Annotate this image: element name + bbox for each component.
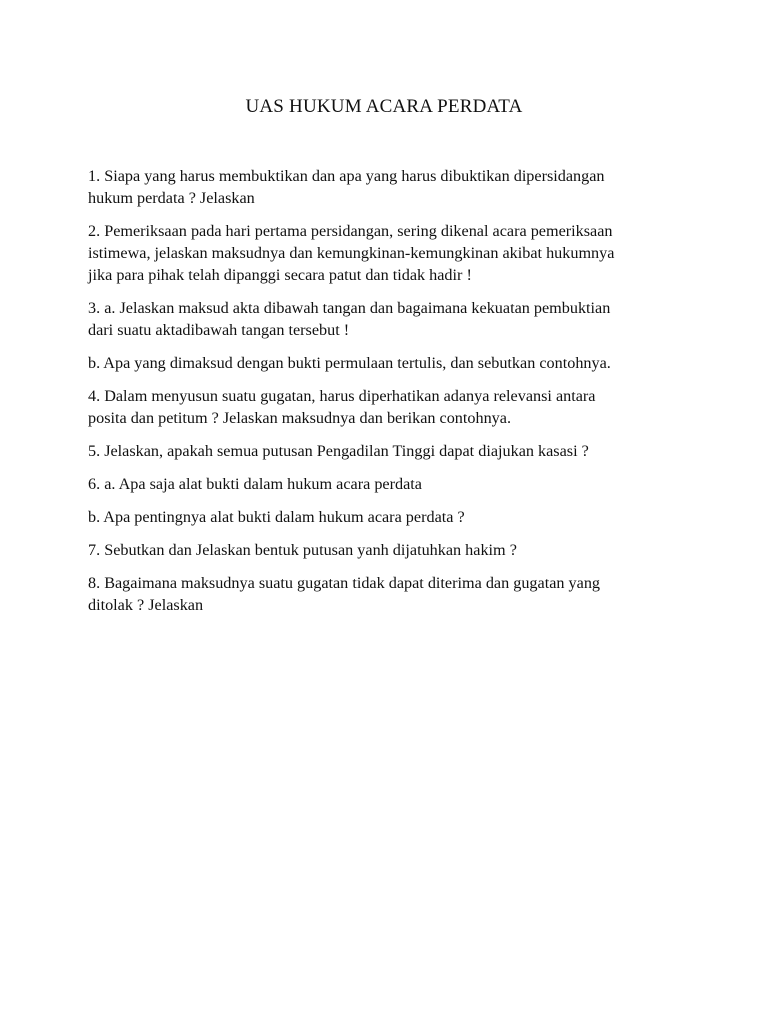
question-list bbox=[88, 165, 678, 627]
question-3b: b. Apa yang dimaksud dengan bukti permulaan tertulis, dan sebutkan contohnya. bbox=[88, 354, 611, 372]
question-2: 2. Pemeriksaan pada hari pertama persidangan, sering dikenal acara pemeriksaan istimewa, jelaskan maksudnya dan kemungkinan-kemungkinan akibat hukumnya jika para pihak telah dipanggi secara patut dan tidak hadir ! bbox=[88, 222, 615, 284]
question-5: 5. Jelaskan, apakah semua putusan Pengadilan Tinggi dapat diajukan kasasi ? bbox=[88, 442, 589, 460]
question-6b: b. Apa pentingnya alat bukti dalam hukum acara perdata ? bbox=[88, 508, 465, 526]
page-title: UAS HUKUM ACARA PERDATA bbox=[245, 96, 523, 117]
question-7: 7. Sebutkan dan Jelaskan bentuk putusan yanh dijatuhkan hakim ? bbox=[88, 541, 517, 559]
question-6a: 6. a. Apa saja alat bukti dalam hukum acara perdata bbox=[88, 475, 422, 493]
question-8: 8. Bagaimana maksudnya suatu gugatan tidak dapat diterima dan gugatan yang ditolak ? Jelaskan bbox=[88, 574, 601, 614]
question-4: 4. Dalam menyusun suatu gugatan, harus diperhatikan adanya relevansi antara posita dan petitum ? Jelaskan maksudnya dan berikan contohnya. bbox=[88, 387, 596, 427]
question-1: 1. Siapa yang harus membuktikan dan apa yang harus dibuktikan dipersidangan hukum perdata ? Jelaskan bbox=[88, 167, 605, 207]
question-3a: 3. a. Jelaskan maksud akta dibawah tangan dan bagaimana kekuatan pembuktian dari suatu aktadibawah tangan tersebut ! bbox=[88, 299, 611, 339]
